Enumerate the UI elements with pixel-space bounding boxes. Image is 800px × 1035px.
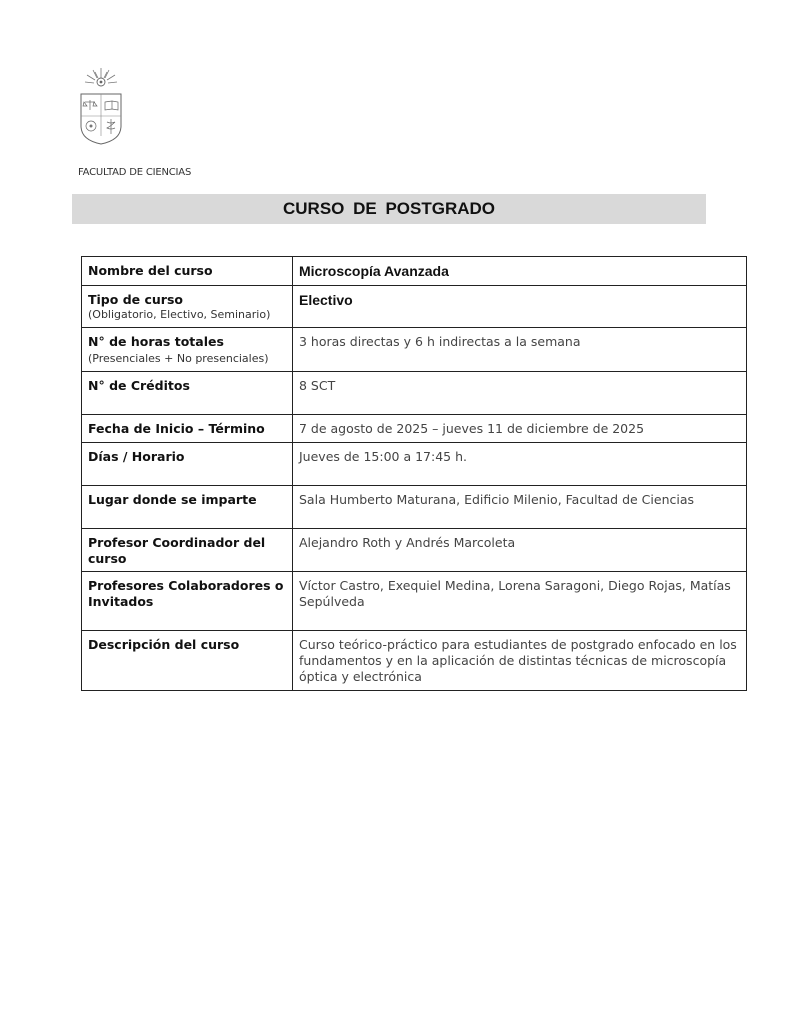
course-info-table [81, 256, 747, 691]
university-crest-icon [76, 66, 126, 146]
faculty-name: FACULTAD DE CIENCIAS [78, 167, 192, 178]
page-title: CURSO DE POSTGRADO [282, 199, 496, 218]
label-horas [82, 328, 293, 372]
label-fecha: Fecha de Inicio – Término [82, 415, 293, 443]
value-lugar: Sala Humberto Maturana, Edificio Milenio, Facultad de Ciencias [293, 486, 747, 529]
value-descripcion: Curso teórico-práctico para estudiantes de postgrado enfocado en los fundamentos y en la aplicación de distintas técnicas de microscopía óptica y electrónica [293, 631, 747, 691]
table-row [82, 572, 747, 631]
table-row [82, 328, 747, 372]
table-row [82, 257, 747, 286]
label-nombre: Nombre del curso [82, 257, 293, 286]
value-tipo: Electivo [293, 286, 747, 328]
label-coordinador: Profesor Coordinador del curso [82, 529, 293, 572]
label-tipo-sub: (Obligatorio, Electivo, Seminario) [88, 308, 271, 321]
title-banner [72, 194, 706, 224]
value-colaboradores: Víctor Castro, Exequiel Medina, Lorena Saragoni, Diego Rojas, Matías Sepúlveda [293, 572, 747, 631]
value-nombre: Microscopía Avanzada [293, 257, 747, 286]
table-row [82, 443, 747, 486]
table-row [82, 486, 747, 529]
label-colaboradores: Profesores Colaboradores o Invitados [82, 572, 293, 631]
label-lugar: Lugar donde se imparte [82, 486, 293, 529]
label-descripcion: Descripción del curso [82, 631, 293, 691]
table-row [82, 286, 747, 328]
value-horas: 3 horas directas y 6 h indirectas a la semana [293, 328, 747, 372]
label-tipo [82, 286, 293, 328]
label-horas-sub: (Presenciales + No presenciales) [88, 352, 269, 365]
table-row [82, 529, 747, 572]
table-row [82, 631, 747, 691]
table-row [82, 372, 747, 415]
value-fecha: 7 de agosto de 2025 – jueves 11 de diciembre de 2025 [293, 415, 747, 443]
label-horas-main: N° de horas totales [88, 334, 224, 349]
value-coordinador: Alejandro Roth y Andrés Marcoleta [293, 529, 747, 572]
value-creditos: 8 SCT [293, 372, 747, 415]
label-dias: Días / Horario [82, 443, 293, 486]
label-creditos: N° de Créditos [82, 372, 293, 415]
label-tipo-main: Tipo de curso [88, 292, 183, 307]
table-row [82, 415, 747, 443]
value-dias: Jueves de 15:00 a 17:45 h. [293, 443, 747, 486]
